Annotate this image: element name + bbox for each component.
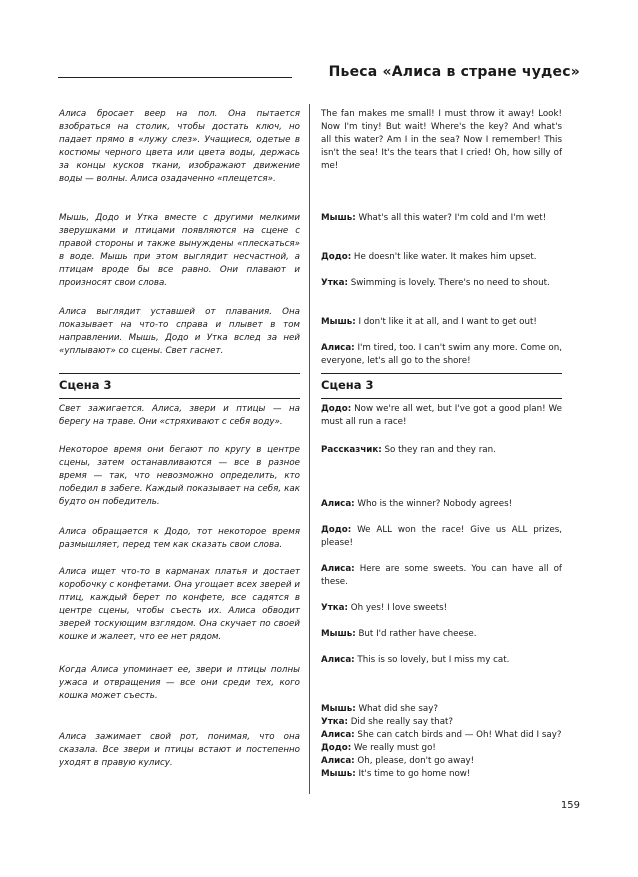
line-text: This is so lovely, but I miss my cat. <box>354 655 510 665</box>
stage-direction: Алиса выглядит уставшей от плавания. Она показывает на что-то справа и плывет в том направлении. Мышь, Додо и Утка вслед за ней «уплывают» со сцены. Свет гаснет. <box>59 307 300 356</box>
line-text: It's time to go home now! <box>355 769 471 779</box>
scene-title: Сцена 3 <box>321 378 374 392</box>
speaker-name: Утка: <box>321 717 348 727</box>
dialogue-line <box>321 342 562 368</box>
scene-title: Сцена 3 <box>59 378 112 392</box>
line-text: I'm tired, too. I can't swim any more. Come on, everyone, let's all go to the shore! <box>321 343 562 366</box>
speaker-name: Мышь: <box>321 769 356 779</box>
speaker-name: Мышь: <box>321 704 356 714</box>
dialogue-line <box>321 251 562 264</box>
line-text: I don't like it at all, and I want to get out! <box>355 317 537 327</box>
stage-direction: Некоторое время они бегают по кругу в центре сцены, затем останавливаются — все в разное время — так, что невозможно определить, кто победил в забеге. Каждый показывает на себя, как будто он победитель. <box>59 445 300 507</box>
line-text: Who is the winner? Nobody agrees! <box>354 499 513 509</box>
running-header <box>58 64 580 86</box>
dialogue-line <box>321 212 562 225</box>
page-title: Пьеса «Алиса в стране чудес» <box>328 64 580 80</box>
line-text: What did she say? <box>355 704 438 714</box>
dialogue-line <box>321 563 562 589</box>
dialogue-line <box>321 524 562 550</box>
stage-direction: Мышь, Додо и Утка вместе с другими мелкими зверушками и птицами появляются на сцене с правой стороны и также вынуждены «плескаться» в воде. Мышь при этом выглядит несчастной, а птицам вроде бы все равно. Они плавают и произносят свои слова. <box>59 213 300 288</box>
column-divider <box>309 104 310 794</box>
line-text: She can catch birds and — Oh! What did I say? <box>354 730 562 740</box>
line-text: We ALL won the race! Give us ALL prizes, please! <box>321 525 562 548</box>
speaker-name: Мышь: <box>321 213 356 223</box>
stage-direction: Алиса обращается к Додо, тот некоторое время размышляет, перед тем как сказать свои слова. <box>59 527 300 550</box>
line-text: Oh yes! I love sweets! <box>347 603 448 613</box>
dialogue-line <box>321 498 562 511</box>
speaker-name: Утка: <box>321 278 348 288</box>
stage-direction: Алиса бросает веер на пол. Она пытается взобраться на столик, чтобы достать ключ, но падает прямо в «лужу слез». Учащиеся, одетые в костюмы черного цвета или цвета воды, держась за концы кусков ткани, изображают движение воды — волны. Алиса озадаченно «плещется». <box>59 109 300 184</box>
stage-direction: Алиса ищет что-то в карманах платья и достает коробочку с конфетами. Она угощает всех зверей и птиц, каждый берет по конфете, все садятся в центре сцены, чтобы съесть их. Алиса обводит зверей тоскующим взглядом. Она скучает по своей кошке и жалеет, что ее нет рядом. <box>59 567 300 642</box>
dialogue-line <box>321 602 562 615</box>
dialogue-line <box>321 742 562 755</box>
dialogue-line <box>321 403 562 429</box>
speaker-name: Алиса: <box>321 756 355 766</box>
dialogue-line <box>321 444 562 457</box>
speaker-name: Алиса: <box>321 730 355 740</box>
stage-direction: Алиса зажимает свой рот, понимая, что она сказала. Все звери и птицы встают и постепенно уходят в правую кулису. <box>59 732 300 768</box>
speaker-name: Мышь: <box>321 317 356 327</box>
line-text: Did she really say that? <box>347 717 454 727</box>
line-text: Here are some sweets. You can have all of these. <box>321 564 562 587</box>
dialogue-line <box>321 277 562 290</box>
line-text: Swimming is lovely. There's no need to shout. <box>347 278 550 288</box>
header-rule <box>58 77 292 78</box>
page-number: 159 <box>560 800 580 811</box>
dialogue-line <box>321 654 562 667</box>
speaker-name: Алиса: <box>321 499 355 509</box>
speaker-name: Додо: <box>321 404 352 414</box>
speaker-name: Утка: <box>321 603 348 613</box>
final-dialogue-block <box>321 703 562 781</box>
speaker-name: Додо: <box>321 525 352 535</box>
line-text: But I'd rather have cheese. <box>355 629 477 639</box>
speaker-name: Алиса: <box>321 343 355 353</box>
line-text: He doesn't like water. It makes him upset. <box>351 252 537 262</box>
stage-direction: Свет зажигается. Алиса, звери и птицы — на берегу на траве. Они «стряхивают с себя воду». <box>59 404 300 427</box>
speaker-name: Алиса: <box>321 655 355 665</box>
speaker-name: Мышь: <box>321 629 356 639</box>
speaker-name: Додо: <box>321 252 352 262</box>
scene-heading <box>59 373 300 399</box>
line-text: We really must go! <box>351 743 436 753</box>
dialogue-line <box>321 729 562 742</box>
line-text: The fan makes me small! I must throw it away! Look! Now I'm tiny! But wait! Where's the key? And what's all this water? Am I in the sea? Now I remember! This isn't the sea! It's the tears that I cried! Oh, how silly of me! <box>321 109 562 171</box>
dialogue-line <box>321 316 562 329</box>
dialogue-line <box>321 755 562 768</box>
stage-direction: Когда Алиса упоминает ее, звери и птицы полны ужаса и отвращения — все они среди тех, кого кошка может съесть. <box>59 665 300 701</box>
line-text: Oh, please, don't go away! <box>354 756 475 766</box>
dialogue-line <box>321 768 562 781</box>
scene-heading <box>321 373 562 399</box>
line-text: What's all this water? I'm cold and I'm wet! <box>355 213 547 223</box>
speaker-name: Алиса: <box>321 564 355 574</box>
speaker-name: Додо: <box>321 743 352 753</box>
line-text: So they ran and they ran. <box>381 445 496 455</box>
speaker-name: Рассказчик: <box>321 445 382 455</box>
dialogue-line <box>321 716 562 729</box>
line-text: Now we're all wet, but I've got a good plan! We must all run a race! <box>321 404 562 427</box>
dialogue-line <box>321 703 562 716</box>
dialogue-line <box>321 108 562 173</box>
dialogue-line <box>321 628 562 641</box>
